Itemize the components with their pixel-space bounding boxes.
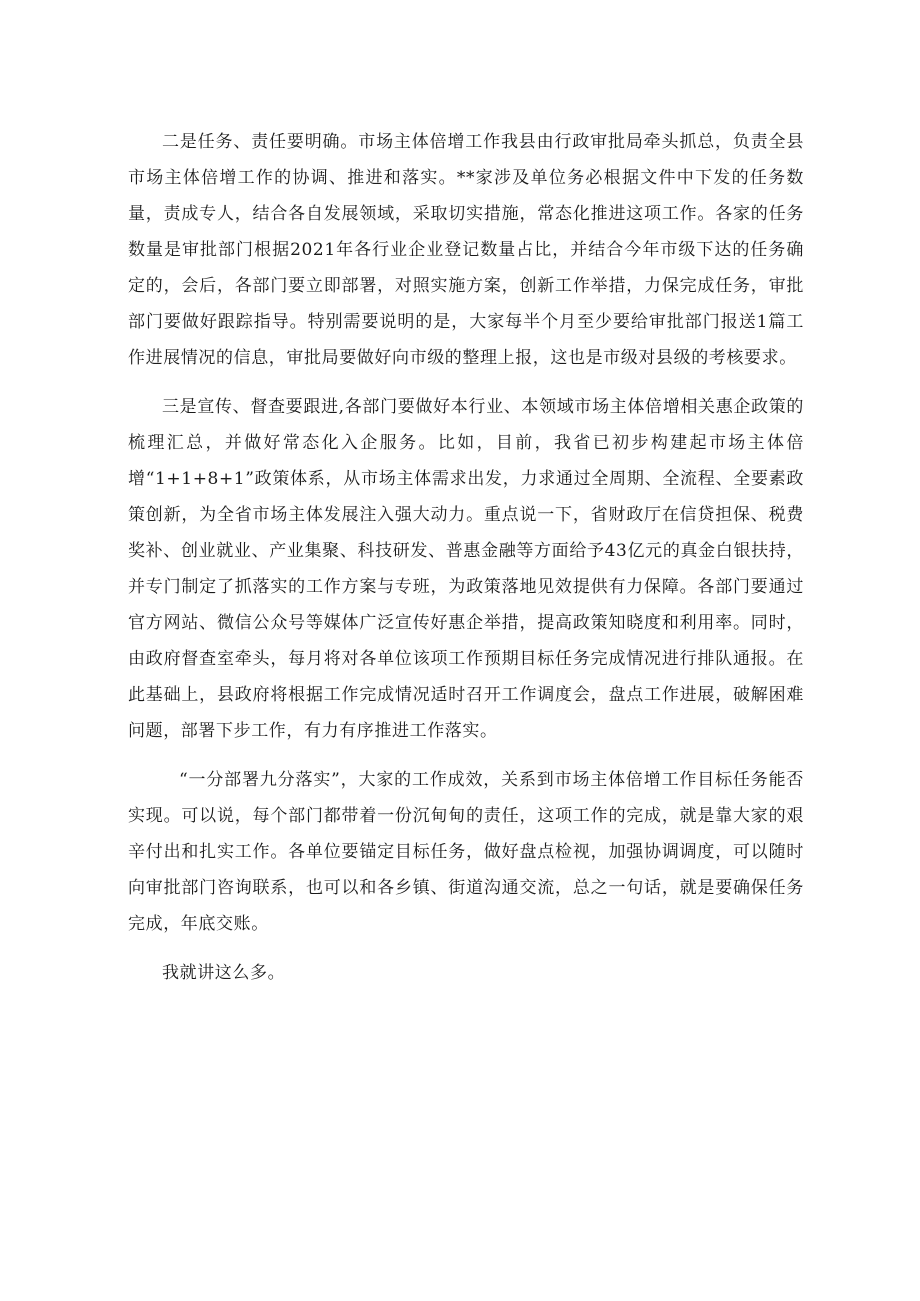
paragraph-closing: 我就讲这么多。 bbox=[162, 963, 286, 983]
paragraph-task-responsibility: 二是任务、责任要明确。市场主体倍增工作我县由行政审批局牵头抓总，负责全县市场主体倍增工作的协调、推进和落实。**家涉及单位务必根据文件中下发的任务数量，责成专人，结合各自发展领域，采取切实措施，常态化推进这项工作。各家的任务数量是审批部门根据2021年各行业企业登记数量占比，并结合今年市级下达的任务确定的，会后，各部门要立即部署，对照实施方案，创新工作举措，力保完成任务，审批部门要做好跟踪指导。特别需要说明的是，大家每半个月至少要给审批部门报送1篇工作进展情况的信息，审批局要做好向市级的整理上报，这也是市级对县级的考核要求。 bbox=[128, 132, 804, 368]
paragraph-publicity-supervision: 三是宣传、督查要跟进,各部门要做好本行业、本领域市场主体倍增相关惠企政策的梳理汇总，并做好常态化入企服务。比如，目前，我省已初步构建起市场主体倍增“1+1+8+1”政策体系，从市场主体需求出发，力求通过全周期、全流程、全要素政策创新，为全省市场主体发展注入强大动力。重点说一下，省财政厅在信贷担保、税费奖补、创业就业、产业集聚、科技研发、普惠金融等方面给予43亿元的真金白银扶持，并专门制定了抓落实的工作方案与专班，为政策落地见效提供有力保障。各部门要通过官方网站、微信公众号等媒体广泛宣传好惠企举措，提高政策知晓度和利用率。同时，由政府督查室牵头，每月将对各单位该项工作预期目标任务完成情况进行排队通报。在此基础上，县政府将根据工作完成情况适时召开工作调度会，盘点工作进展，破解困难问题，部署下步工作，有力有序推进工作落实。 bbox=[128, 397, 804, 741]
document-body bbox=[128, 124, 804, 1004]
paragraph-implementation: “一分部署九分落实”，大家的工作成效，关系到市场主体倍增工作目标任务能否实现。可以说，每个部门都带着一份沉甸甸的责任，这项工作的完成，就是靠大家的艰辛付出和扎实工作。各单位要锚定目标任务，做好盘点检视，加强协调调度，可以随时向审批部门咨询联系，也可以和各乡镇、街道沟通交流，总之一句话，就是要确保任务完成，年底交账。 bbox=[128, 770, 804, 934]
